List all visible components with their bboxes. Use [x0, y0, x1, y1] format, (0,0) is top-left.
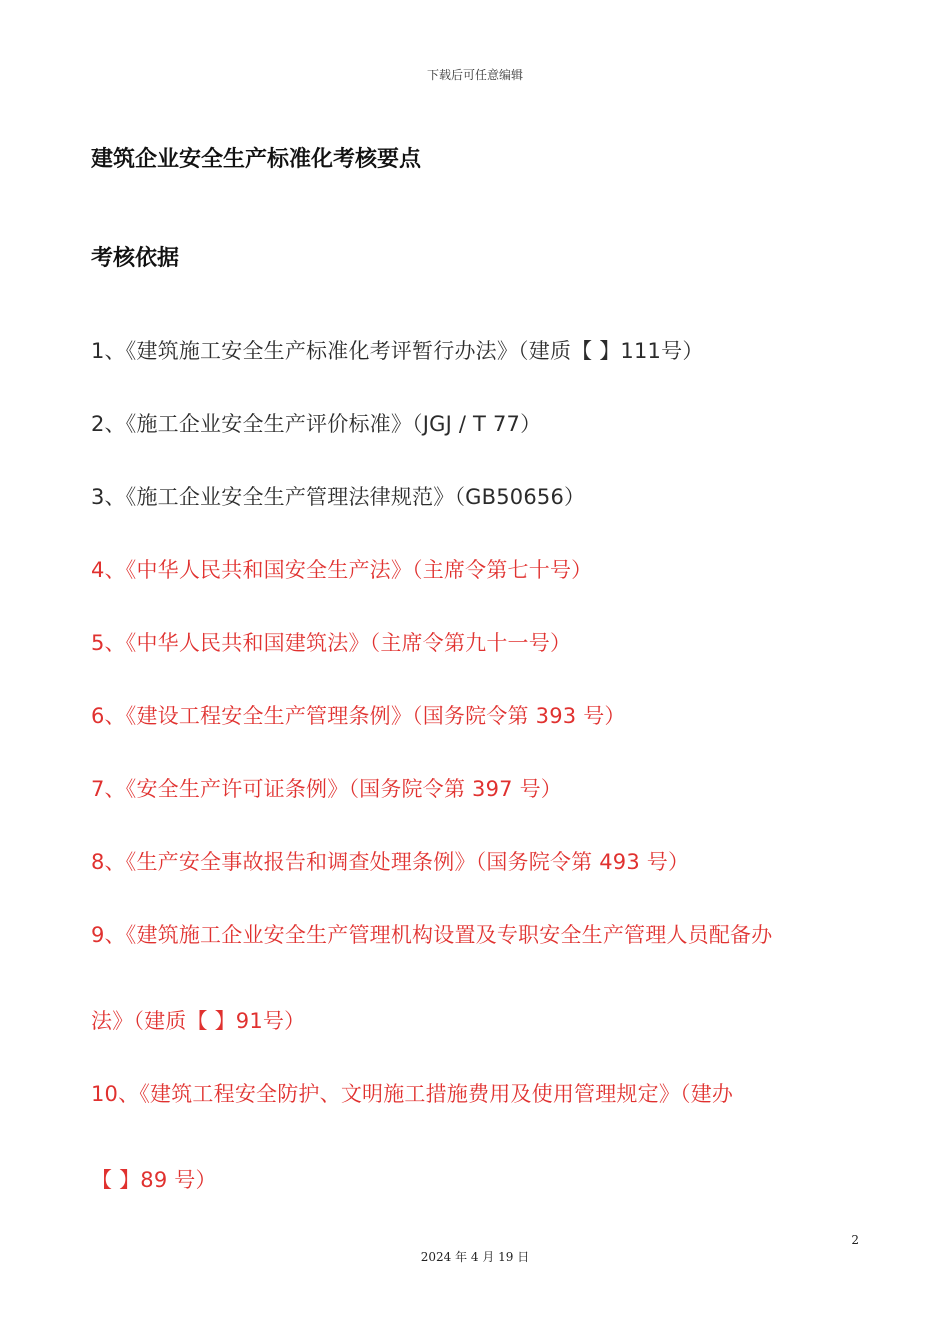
reference-item-7: 7、《安全生产许可证条例》（国务院令第 397 号） — [91, 777, 562, 801]
header-note: 下载后可任意编辑 — [426, 68, 523, 82]
page-number: 2 — [851, 1233, 859, 1247]
reference-item-9-line-2: 法》（建质【 】91号） — [91, 1009, 306, 1033]
reference-item-5: 5、《中华人民共和国建筑法》（主席令第九十一号） — [91, 631, 572, 655]
reference-item-10-line-2: 【 】89 号） — [91, 1168, 217, 1192]
document-title: 建筑企业安全生产标准化考核要点 — [91, 147, 422, 172]
reference-item-8: 8、《生产安全事故报告和调查处理条例》（国务院令第 493 号） — [91, 850, 690, 874]
reference-item-6: 6、《建设工程安全生产管理条例》（国务院令第 393 号） — [91, 704, 626, 728]
reference-item-9-line-1: 9、《建筑施工企业安全生产管理机构设置及专职安全生产管理人员配备办 — [91, 923, 773, 947]
reference-item-4: 4、《中华人民共和国安全生产法》（主席令第七十号） — [91, 558, 593, 582]
footer-date: 2024 年 4 月 19 日 — [420, 1250, 530, 1264]
reference-item-1: 1、《建筑施工安全生产标准化考评暂行办法》（建质【 】111号） — [91, 339, 704, 363]
reference-item-2: 2、《施工企业安全生产评价标准》（JGJ / T 77） — [91, 412, 542, 436]
reference-item-3: 3、《施工企业安全生产管理法律规范》（GB50656） — [91, 485, 586, 509]
section-heading: 考核依据 — [91, 246, 180, 271]
reference-item-10-line-1: 10、《建筑工程安全防护、文明施工措施费用及使用管理规定》（建办 — [91, 1082, 734, 1106]
